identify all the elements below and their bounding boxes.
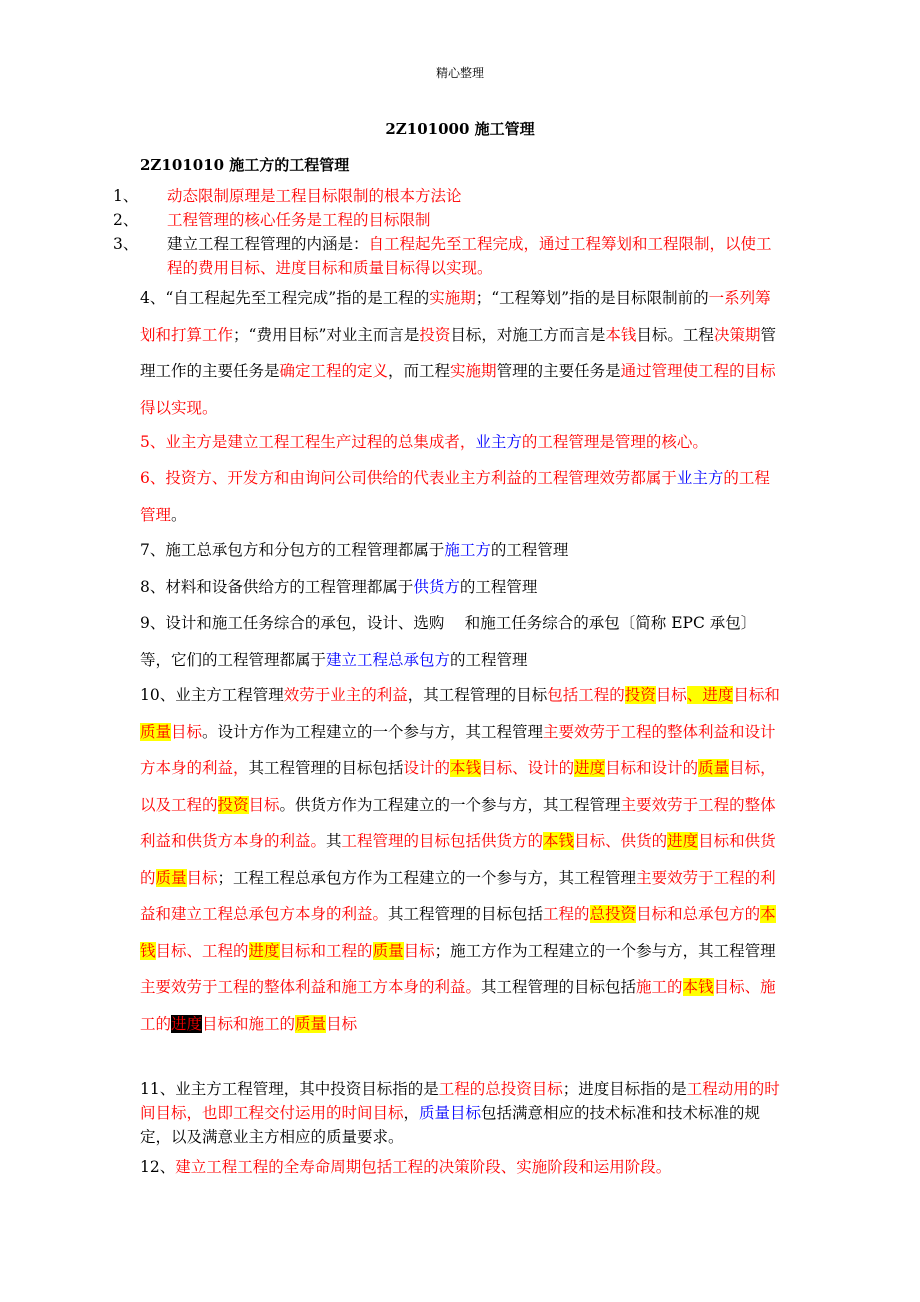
item-5: 5、业主方是建立工程工程生产过程的总集成者，业主方的工程管理是管理的核心。 [140,433,708,451]
item-10: 10、业主方工程管理效劳于业主的利益，其工程管理的目标包括工程的投资目标、进度目标和质量目标。设计方作为工程建立的一个参与方，其工程管理主要效劳于工程的整体利益和设计方本身的利益，其工程管理的目标包括设计的本钱目标、设计的进度目标和设计的质量目标，以及工程的投资目标。供货方作为工程建立的一个参与方，其工程管理主要效劳于工程的整体利益和供货方本身的利益。其工程管理的目标包括供货方的本钱目标、供货的进度目标和供货的质量目标；工程工程总承包方作为工程建立的一个参与方，其工程管理主要效劳于工程的利益和建立工程总承包方本身的利益。其工程管理的目标包括工程的总投资目标和总承包方的本钱目标、工程的进度目标和工程的质量目标；施工方作为工程建立的一个参与方，其工程管理主要效劳于工程的整体利益和施工方本身的利益。其工程管理的目标包括施工的本钱目标、施工的进度目标和施工的质量目标 [140,686,780,1033]
item-4: 4、“自工程起先至工程完成”指的是工程的实施期；“工程筹划”指的是目标限制前的一系列筹划和打算工作；“费用目标”对业主而言是投资目标，对施工方而言是本钱目标。工程决策期管理工作的主要任务是确定工程的定义，而工程实施期管理的主要任务是通过管理使工程的目标得以实现。 [140,289,776,417]
item-3: 3、 建立工程工程管理的内涵是：自工程起先至工程完成，通过工程筹划和工程限制，以使工程的费用目标、进度目标和质量目标得以实现。 [113,235,772,277]
item-7: 7、施工总承包方和分包方的工程管理都属于施工方的工程管理 [140,541,569,559]
section-title: 2Z101000 施工管理 [385,120,535,138]
item-8: 8、材料和设备供给方的工程管理都属于供货方的工程管理 [140,578,538,596]
subsection-title: 2Z101010 施工方的工程管理 [140,156,350,174]
item-6: 6、投资方、开发方和由询问公司供给的代表业主方利益的工程管理效劳都属于业主方的工程管理。 [140,469,770,524]
item-9: 9、设计和施工任务综合的承包，设计、选购 和施工任务综合的承包〔简称 EPC 承包〕等，它们的工程管理都属于建立工程总承包方的工程管理 [140,614,757,669]
page-header: 精心整理 [435,66,484,80]
item-2: 2、 工程管理的核心任务是工程的目标限制 [113,211,431,229]
item-11: 11、业主方工程管理，其中投资目标指的是工程的总投资目标；进度目标指的是工程动用的时间目标，也即工程交付运用的时间目标，质量目标包括满意相应的技术标准和技术标准的规定，以及满意业主方相应的质量要求。 [140,1080,780,1146]
item-1: 1、 动态限制原理是工程目标限制的根本方法论 [113,187,462,205]
items-1-3 [113,184,782,280]
item-12: 12、建立工程工程的全寿命周期包括工程的决策阶段、实施阶段和运用阶段。 [140,1158,672,1176]
